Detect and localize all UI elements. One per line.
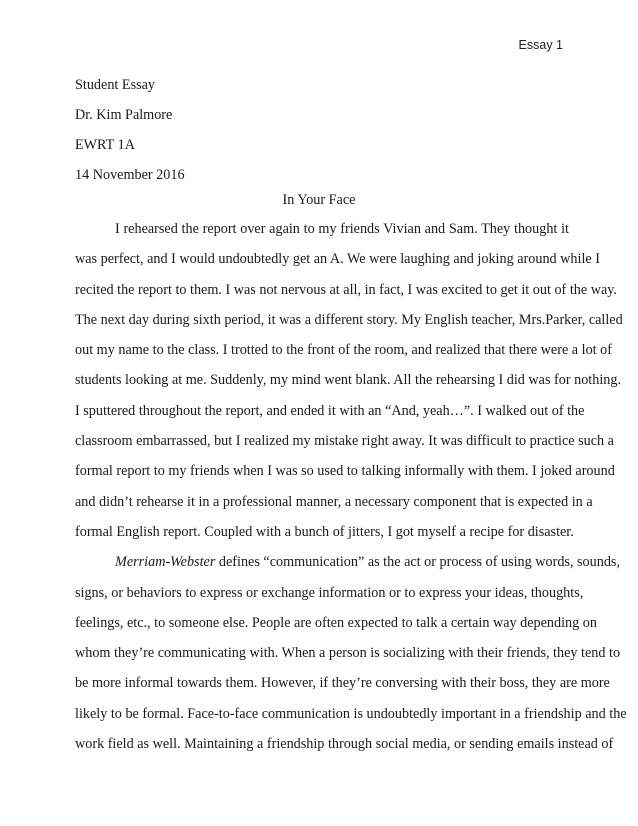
course-name: EWRT 1A	[75, 137, 135, 153]
paragraph-line: recited the report to them. I was not nervous at all, in fact, I was excited to get it out of the way.	[75, 281, 617, 298]
essay-title: In Your Face	[282, 192, 356, 208]
paragraph-line: was perfect, and I would undoubtedly get an A. We were laughing and joking around while I	[75, 251, 600, 268]
paragraph-line: formal English report. Coupled with a bunch of jitters, I got myself a recipe for disaster.	[75, 523, 574, 540]
paragraph-line: out my name to the class. I trotted to the front of the room, and realized that there were a lot of	[75, 342, 612, 359]
paragraph-line-first	[75, 547, 621, 577]
paragraph-line: The next day during sixth period, it was a different story. My English teacher, Mrs.Parker, called	[75, 311, 623, 328]
paragraph-line: whom they’re communicating with. When a person is socializing with their friends, they tend to	[75, 645, 621, 662]
paragraph-line: be more informal towards them. However, if they’re conversing with their boss, they are more	[75, 675, 610, 692]
essay-body	[75, 214, 627, 759]
paragraph-line: students looking at me. Suddenly, my mind went blank. All the rehearsing I did was for nothing.	[75, 372, 622, 389]
mla-heading	[75, 70, 575, 190]
paragraph-line: I rehearsed the report over again to my friends Vivian and Sam. They thought it	[115, 221, 569, 237]
paragraph-line: likely to be formal. Face-to-face communication is undoubtedly important in a friendship and the	[75, 705, 627, 722]
paragraph-line: formal report to my friends when I was so used to talking informally with them. I joked around	[75, 463, 615, 480]
paragraph-line: classroom embarrassed, but I realized my mistake right away. It was difficult to practice such a	[75, 433, 614, 450]
paragraph-1	[75, 214, 623, 547]
paragraph-2	[75, 547, 627, 759]
paragraph-line: signs, or behaviors to express or exchange information or to express your ideas, thoughts,	[75, 584, 584, 601]
paragraph-line: and didn’t rehearse it in a professional manner, a necessary component that is expected in a	[75, 493, 593, 510]
first-line-text: defines “communication” as the act or process of using words, sounds,	[215, 554, 621, 571]
paragraph-line: work field as well. Maintaining a friendship through social media, or sending emails instead of	[75, 736, 614, 753]
paragraph-line: I sputtered throughout the report, and ended it with an “And, yeah…”. I walked out of the	[75, 402, 585, 419]
essay-date: 14 November 2016	[75, 167, 185, 183]
student-name: Student Essay	[75, 77, 155, 93]
page-header-label: Essay 1	[518, 38, 563, 52]
paragraph-line: feelings, etc., to someone else. People are often expected to talk a certain way depending on	[75, 614, 597, 631]
source-title: Merriam-Webster	[115, 554, 216, 571]
instructor-name: Dr. Kim Palmore	[75, 107, 173, 123]
